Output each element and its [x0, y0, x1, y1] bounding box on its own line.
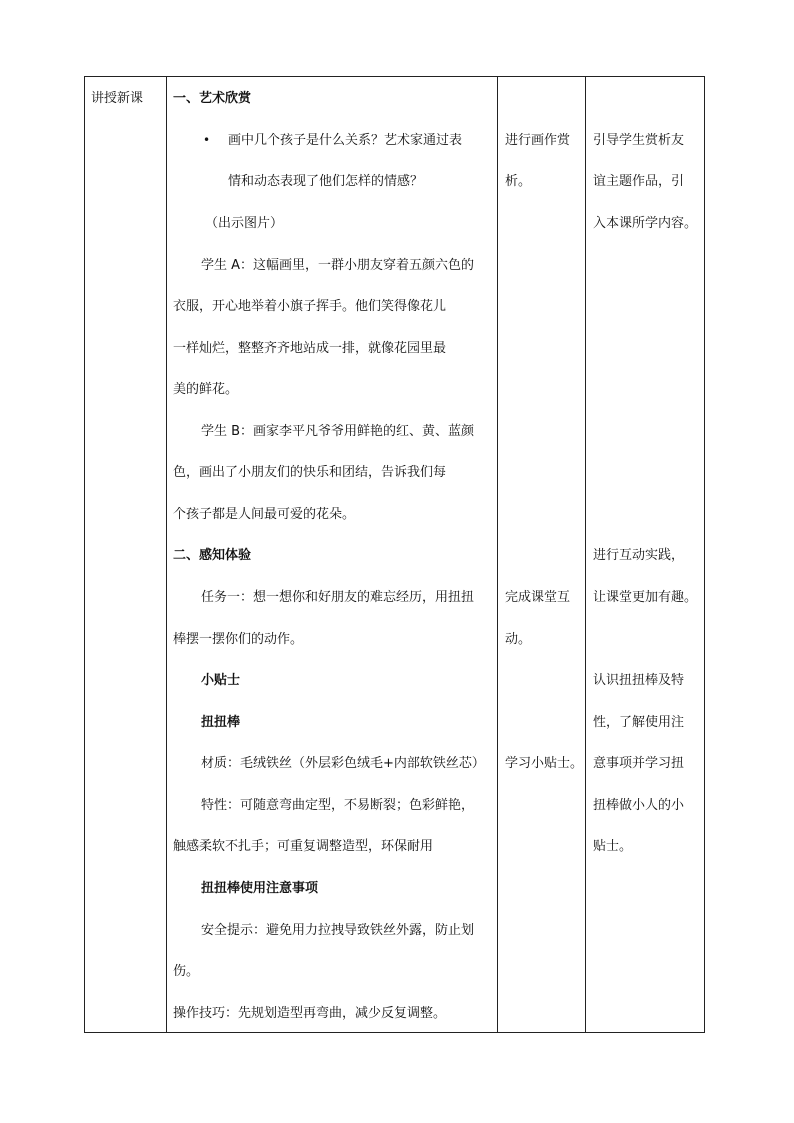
heading-perception: 二、感知体验 — [173, 548, 252, 563]
question-line: 情和动态表现了他们怎样的情感？ — [228, 174, 424, 189]
heading-art-appreciation: 一、艺术欣赏 — [173, 91, 252, 106]
safety-line: 安全提示：避免用力拉拽导致铁丝外露，防止划 — [201, 923, 475, 938]
column-divider — [585, 77, 586, 1032]
section-label: 讲授新课 — [91, 91, 144, 106]
purpose-line: 进行互动实践， — [593, 548, 685, 563]
usage-title: 扭扭棒使用注意事项 — [201, 881, 319, 896]
activity-line: 析。 — [505, 174, 532, 189]
student-b-line: 色，画出了小朋友们的快乐和团结，告诉我们每 — [173, 465, 447, 480]
student-a-line: 美的鲜花。 — [173, 382, 239, 397]
tip-title: 小贴士 — [201, 673, 241, 688]
purpose-line: 引导学生赏析友 — [593, 133, 685, 148]
task-line: 棒摆一摆你们的动作。 — [173, 632, 304, 647]
purpose-line: 入本课所学内容。 — [593, 216, 698, 231]
purpose-line: 让课堂更加有趣。 — [593, 590, 698, 605]
purpose-line: 意事项并学习扭 — [593, 756, 685, 771]
show-picture-note: （出示图片） — [205, 216, 284, 231]
skill-line: 操作技巧：先规划造型再弯曲，减少反复调整。 — [173, 1006, 447, 1021]
activity-line: 动。 — [505, 632, 532, 647]
activity-line: 完成课堂互 — [505, 590, 571, 605]
material-line: 材质：毛绒铁丝（外层彩色绒毛+内部软铁丝芯） — [201, 756, 485, 771]
question-line: 画中几个孩子是什么关系？艺术家通过表 — [228, 133, 463, 148]
column-divider — [497, 77, 498, 1032]
activity-line: 学习小贴士。 — [505, 756, 584, 771]
student-a-line: 衣服，开心地举着小旗子挥手。他们笑得像花儿 — [173, 299, 447, 314]
safety-line: 伤。 — [173, 964, 200, 979]
student-a-line: 学生 A：这幅画里，一群小朋友穿着五颜六色的 — [201, 258, 475, 273]
feature-line: 触感柔软不扎手；可重复调整造型，环保耐用 — [173, 839, 434, 854]
tip-subtitle: 扭扭棒 — [201, 715, 241, 730]
purpose-line: 认识扭扭棒及特 — [593, 673, 685, 688]
student-b-line: 学生 B：画家李平凡爷爷用鲜艳的红、黄、蓝颜 — [201, 424, 475, 439]
bullet-icon: • — [203, 133, 211, 147]
purpose-line: 谊主题作品，引 — [593, 174, 685, 189]
student-a-line: 一样灿烂，整整齐齐地站成一排，就像花园里最 — [173, 341, 447, 356]
student-b-line: 个孩子都是人间最可爱的花朵。 — [173, 507, 356, 522]
task-line: 任务一：想一想你和好朋友的难忘经历，用扭扭 — [201, 590, 475, 605]
activity-line: 进行画作赏 — [505, 133, 571, 148]
purpose-line: 扭棒做小人的小 — [593, 798, 685, 813]
feature-line: 特性：可随意弯曲定型，不易断裂；色彩鲜艳， — [201, 798, 475, 813]
purpose-line: 性，了解使用注 — [593, 715, 685, 730]
column-divider — [166, 77, 167, 1032]
purpose-line: 贴士。 — [593, 839, 633, 854]
